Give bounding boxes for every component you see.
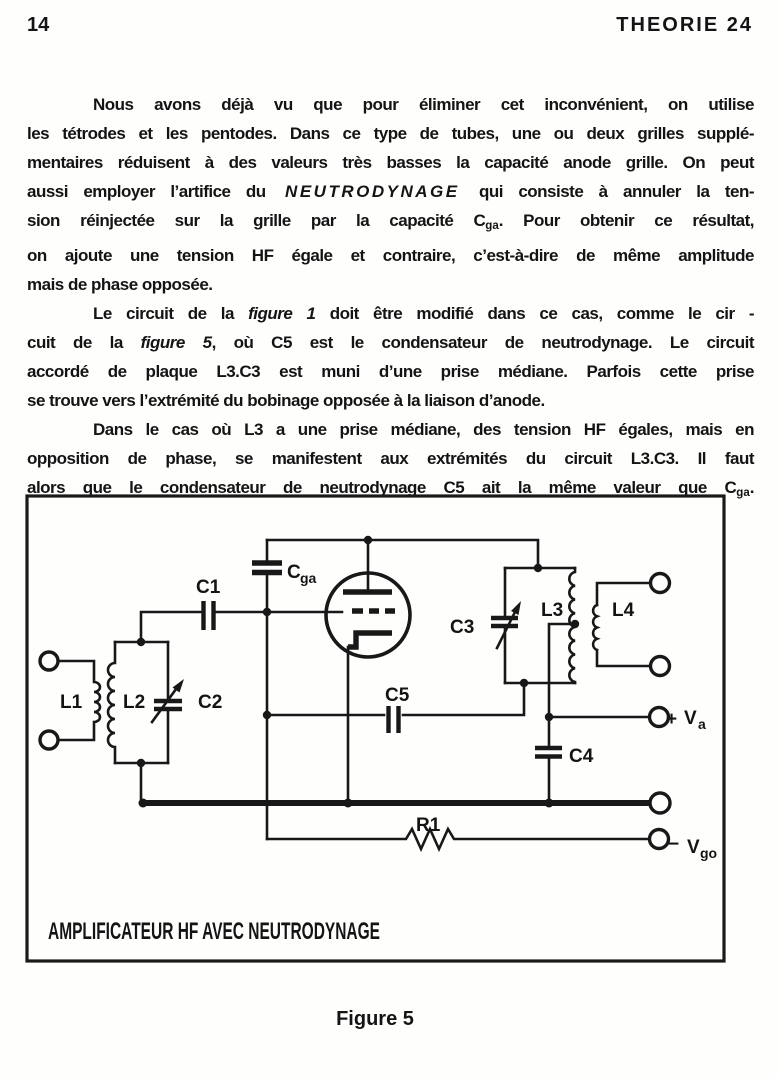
text-line: se trouve vers l’extrémité du bobinage opposée à la liaison d’anode. xyxy=(27,391,545,411)
book-title: THEORIE 24 xyxy=(616,14,753,36)
text-line: accordé de plaque L3.C3 est muni d’une prise médiane. Parfois cette prise xyxy=(27,362,754,382)
label-l4: L4 xyxy=(612,600,635,621)
label-c5: C5 xyxy=(385,685,410,706)
label-va-plus: + xyxy=(666,709,678,730)
wire-anode-rail xyxy=(267,540,538,568)
capacitor-c1 xyxy=(204,601,214,630)
capacitor-c3-arrow xyxy=(497,610,516,648)
figure-title: Figure 5 xyxy=(336,1008,414,1030)
tank-l2-c2 xyxy=(108,642,184,763)
resistor-r1 xyxy=(267,829,649,849)
label-cga: C xyxy=(287,562,301,583)
label-l2: L2 xyxy=(123,692,146,713)
paragraph xyxy=(27,299,754,415)
text-line: Dans le cas où L3 a une prise médiane, des tension HF égales, mais en xyxy=(93,420,754,440)
label-va-sub: a xyxy=(698,716,706,732)
text-line: opposition de phase, se manifestent aux extrémités du circuit L3.C3. Il faut xyxy=(27,449,754,469)
label-l1: L1 xyxy=(60,692,83,713)
capacitor-c3 xyxy=(491,618,518,626)
coil-l2 xyxy=(108,642,115,763)
capacitor-c2-arrow xyxy=(152,685,179,722)
label-cga-sub: ga xyxy=(300,570,317,586)
label-vgo-minus: − xyxy=(668,834,680,855)
capacitor-cga xyxy=(252,563,282,573)
terminal-input-top xyxy=(40,652,58,670)
text-line: mais de phase opposée. xyxy=(27,275,213,295)
label-r1: R1 xyxy=(416,815,441,836)
text-line: mentaires réduisent à des valeurs très basses la capacité anode grille. On peut xyxy=(27,153,754,172)
page-number: 14 xyxy=(27,14,50,36)
terminal-ground xyxy=(650,793,670,813)
capacitor-c5 xyxy=(389,706,399,733)
text-line: Le circuit de la figure 1 doit être modifié dans ce cas, comme le cir - xyxy=(93,304,754,324)
capacitor-c4 xyxy=(535,748,562,757)
coil-l4 xyxy=(593,583,650,666)
label-c4: C4 xyxy=(569,746,594,767)
paragraph xyxy=(27,90,754,299)
label-c1: C1 xyxy=(196,577,221,598)
label-va: V xyxy=(684,708,697,729)
page-header xyxy=(27,14,753,40)
text-line: Nous avons déjà vu que pour éliminer cet inconvénient, on utilise xyxy=(93,95,754,114)
figure-caption: AMPLIFICATEUR HF AVEC NEUTRODYNAGE xyxy=(48,918,380,945)
label-vgo: V xyxy=(687,837,700,858)
label-c2: C2 xyxy=(198,692,223,713)
terminal-vgo xyxy=(650,830,669,849)
label-vgo-sub: go xyxy=(700,845,718,861)
text-line: cuit de la figure 5, où C5 est le condensateur de neutrodynage. Le circuit xyxy=(27,333,754,353)
body-text xyxy=(27,90,754,508)
circuit-figure xyxy=(0,494,779,964)
terminal-output-bottom xyxy=(651,657,670,676)
terminal-input-bottom xyxy=(40,731,58,749)
text-line: aussi employer l’artifice du NEUTRODYNAGE qui consiste à annuler la ten- xyxy=(27,182,754,201)
figure-border xyxy=(27,496,724,961)
terminal-output-top xyxy=(651,574,670,593)
text-line: alors que le condensateur de neutrodynage C5 ait la même valeur que $C_{ga}$. xyxy=(27,478,754,500)
tube-cathode xyxy=(348,633,392,647)
label-l3: L3 xyxy=(541,600,564,621)
text-line: les tétrodes et les pentodes. Dans ce type de tubes, une ou deux grilles supplé- xyxy=(27,124,754,143)
text-line: sion réinjectée sur la grille par la capacité $C_{ga}$. Pour obtenir ce résultat, xyxy=(27,211,754,233)
text-line: on ajoute une tension HF égale et contraire, c’est-à-dire de même amplitude xyxy=(27,246,754,266)
label-c3: C3 xyxy=(450,617,475,638)
